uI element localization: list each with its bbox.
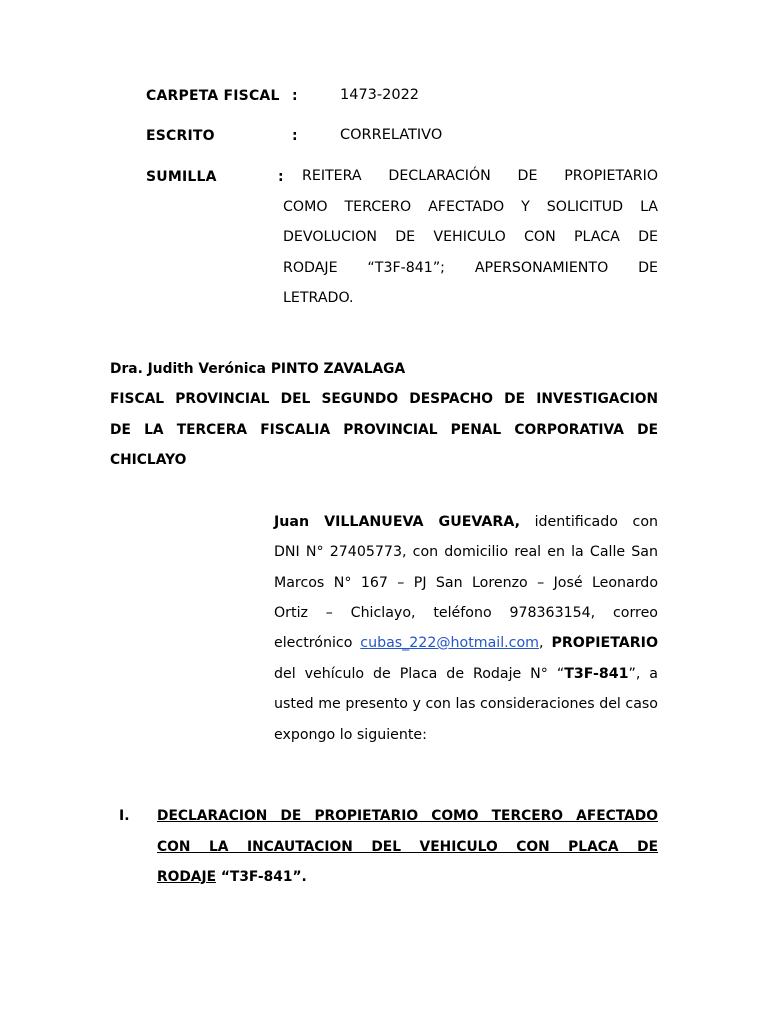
addressee-name-surname: PINTO ZAVALAGA bbox=[270, 361, 406, 377]
sumilla-label: SUMILLA bbox=[146, 169, 217, 185]
escrito-label: ESCRITO bbox=[146, 128, 215, 144]
carpeta-fiscal-value: 1473-2022 bbox=[340, 87, 420, 103]
presentation-line-8: expongo lo siguiente: bbox=[274, 727, 427, 743]
presentation-line-5 bbox=[274, 635, 658, 651]
addressee-name-prefix: Dra. Judith Verónica bbox=[110, 361, 271, 377]
carpeta-fiscal-colon: : bbox=[292, 88, 298, 104]
section-1-line-1: DECLARACION DE PROPIETARIO COMO TERCERO AFECTADO bbox=[157, 808, 658, 824]
presentation-line-6-prefix: del vehículo de Placa de Rodaje N° “ bbox=[274, 666, 565, 682]
escrito-value: CORRELATIVO bbox=[340, 127, 443, 143]
presentation-line-5-prefix: electrónico bbox=[274, 635, 361, 651]
addressee-line-1: FISCAL PROVINCIAL DEL SEGUNDO DESPACHO DE INVESTIGACION bbox=[110, 391, 658, 407]
plate-number: T3F-841 bbox=[564, 666, 629, 682]
sumilla-line-1: REITERA DECLARACIÓN DE PROPIETARIO bbox=[302, 168, 658, 184]
presentation-line-1 bbox=[274, 514, 658, 530]
presentation-line-6-suffix: ”, a bbox=[628, 666, 658, 682]
sumilla-line-5: LETRADO. bbox=[283, 290, 354, 306]
section-1-line-3-underlined: RODAJE bbox=[157, 869, 217, 885]
owner-label: PROPIETARIO bbox=[551, 635, 659, 651]
sumilla-line-3: DEVOLUCION DE VEHICULO CON PLACA DE bbox=[283, 229, 658, 245]
presentation-line-6 bbox=[274, 666, 658, 682]
section-1-numeral: I. bbox=[119, 808, 130, 824]
presentation-line-1-rest: identificado con bbox=[534, 514, 658, 530]
carpeta-fiscal-label: CARPETA FISCAL bbox=[146, 88, 280, 104]
addressee-line-2: DE LA TERCERA FISCALIA PROVINCIAL PENAL CORPORATIVA DE bbox=[110, 422, 658, 438]
section-1-line-3 bbox=[157, 869, 307, 885]
section-1-line-2: CON LA INCAUTACION DEL VEHICULO CON PLACA DE bbox=[157, 839, 658, 855]
addressee-line-3: CHICLAYO bbox=[110, 452, 187, 468]
presentation-line-4: Ortiz – Chiclayo, teléfono 978363154, correo bbox=[274, 605, 658, 621]
presentation-line-2: DNI N° 27405773, con domicilio real en la Calle San bbox=[274, 544, 658, 560]
email-link[interactable]: cubas_222@hotmail.com bbox=[360, 635, 539, 651]
applicant-name: Juan VILLANUEVA GUEVARA, bbox=[274, 514, 520, 530]
presentation-line-7: usted me presento y con las consideraciones del caso bbox=[274, 696, 658, 712]
presentation-line-5-comma: , bbox=[539, 635, 544, 651]
section-1-line-3-rest: “T3F-841”. bbox=[216, 869, 307, 885]
presentation-line-3: Marcos N° 167 – PJ San Lorenzo – José Leonardo bbox=[274, 575, 658, 591]
sumilla-line-2: COMO TERCERO AFECTADO Y SOLICITUD LA bbox=[283, 199, 658, 215]
sumilla-line-4: RODAJE “T3F-841”; APERSONAMIENTO DE bbox=[283, 260, 658, 276]
escrito-colon: : bbox=[292, 128, 298, 144]
sumilla-colon: : bbox=[278, 169, 284, 185]
addressee-name bbox=[110, 361, 405, 377]
